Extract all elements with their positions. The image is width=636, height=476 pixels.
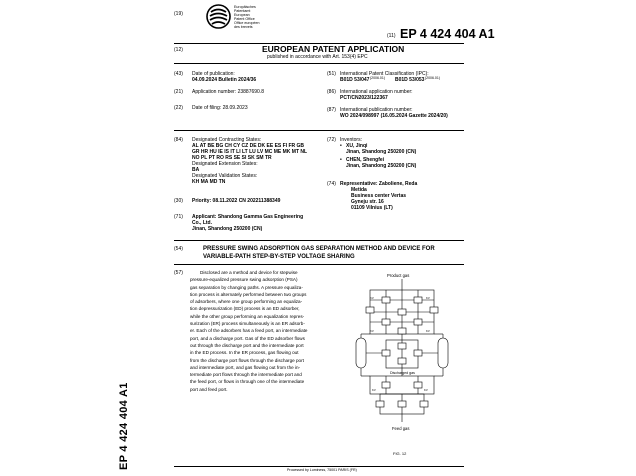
office-line: Patentamt — [234, 9, 251, 14]
document-subtitle: published in accordance with Art. 153(4) EPC — [267, 54, 368, 60]
adsorber-left — [356, 338, 366, 368]
inid-72: (72) — [327, 137, 336, 143]
office-name — [234, 5, 284, 30]
abstract-line: termediate port flows through the intermediate port and — [190, 372, 302, 378]
inventors-label: Inventors: — [340, 137, 362, 143]
inid-71: (71) — [174, 214, 183, 220]
abstract-line: from the discharge port flows through the discharge port — [190, 357, 304, 363]
discharged-gas-label: Discharged gas — [390, 371, 415, 375]
priority: Priority: 08.11.2022 CN 202211388349 — [192, 198, 281, 204]
biblio-divider-top — [174, 63, 464, 64]
figure-label: FIG. 12 — [393, 451, 407, 456]
valve-label: KV — [426, 296, 430, 300]
valve-label: KV — [370, 329, 374, 333]
footer-processed-by: Processed by Luminess, 75001 PARIS (FR) — [287, 468, 357, 472]
valve-label: KV — [370, 296, 374, 300]
office-line: Europäisches — [234, 5, 256, 9]
adsorber-right — [438, 338, 448, 368]
abstract-line: surization (ER) process simultaneously is an ER adsorb- — [190, 321, 305, 327]
abstract-line: tion depressurization (ED) process is an ED adsorber, — [190, 306, 300, 312]
states-line: AL AT BE BG CH CY CZ DE DK EE ES FI FR GB — [192, 143, 305, 149]
title-divider — [174, 264, 464, 265]
inid-86: (86) — [327, 89, 336, 95]
bullet: • — [340, 143, 342, 149]
abstract-line: and intermediate port, and gas flowing out from the in- — [190, 364, 301, 370]
intl-pub-label: International publication number: — [340, 107, 413, 113]
ipc-value: B01D 53/047 — [340, 77, 370, 83]
intl-app-label: International application number: — [340, 89, 413, 95]
document-type: EUROPEAN PATENT APPLICATION — [262, 44, 405, 54]
inid-74: (74) — [327, 181, 336, 187]
epo-logo-icon — [207, 5, 230, 28]
ipc-date: (2006.01) — [370, 76, 385, 80]
inid-84: (84) — [174, 137, 183, 143]
abstract-line: while the other group performing an equalization repres- — [190, 313, 305, 319]
pub-date-value: 04.09.2024 Bulletin 2024/36 — [192, 77, 257, 83]
abstract-line: Disclosed are a method and device for stepwise — [200, 270, 298, 275]
extension-value: BA — [192, 167, 200, 173]
inid-22: (22) — [174, 105, 183, 111]
states-label: Designated Contracting States: — [192, 137, 262, 143]
ipc-label: International Patent Classification (IPC): — [340, 71, 429, 77]
abstract-line: the feed port, or flows in through one of the intermediate — [190, 379, 305, 385]
inid-43: (43) — [174, 71, 183, 77]
inid-19: (19) — [174, 11, 183, 17]
abstract-line: port, and a discharge port. Gas of the ED adsorber flows — [190, 335, 305, 341]
biblio-divider-bottom — [174, 240, 464, 241]
abstract-line: out through the discharge port and the intermediate port — [190, 342, 304, 348]
applicant-line: Jinan, Shandong 250200 (CN) — [192, 226, 263, 232]
abstract-line: er. Each of the adsorbers has a feed port, an intermediate — [190, 328, 308, 334]
valve-label: KV — [372, 388, 376, 392]
inid-57: (57) — [174, 270, 183, 276]
abstract-line: gas separation by changing paths. A pressure equaliza- — [190, 284, 303, 290]
validation-label: Designated Validation States: — [192, 173, 258, 179]
applicant-line: Applicant: Shandong Gamma Gas Engineering — [192, 214, 304, 220]
bullet: • — [340, 157, 342, 163]
invention-title-line: VARIABLE-PATH STEP-BY-STEP VOLTAGE SHARING — [203, 254, 355, 260]
office-line: European — [234, 13, 250, 18]
feed-gas-label: Feed gas — [392, 426, 410, 431]
rep-line: Metida — [351, 187, 367, 193]
intl-pub-value: WO 2024/098997 (16.05.2024 Gazette 2024/20) — [340, 113, 448, 119]
office-line: des brevets — [234, 25, 253, 30]
epo-logo — [206, 4, 231, 29]
invention-title-line: PRESSURE SWING ADSORPTION GAS SEPARATION METHOD AND DEVICE FOR — [203, 246, 435, 252]
inventor-name: XU, Jinqi — [346, 143, 368, 149]
validation-value: KH MA MD TN — [192, 179, 226, 185]
pub-date-label: Date of publication: — [192, 71, 235, 77]
publication-number: EP 4 424 404 A1 — [400, 27, 495, 41]
inid-21: (21) — [174, 89, 183, 95]
figure-12 — [340, 270, 465, 445]
abstract-line: tion process is alternately performed between two groups — [190, 291, 307, 297]
inid-54: (54) — [174, 246, 183, 252]
abstract-line: of adsorbers, where one group performing an equaliza- — [190, 299, 303, 305]
biblio-divider-mid — [174, 130, 464, 131]
applicant-line: Co., Ltd. — [192, 220, 212, 226]
product-gas-label: Product gas — [387, 273, 410, 278]
rep-line: Business center Vertas — [351, 193, 407, 199]
side-publication-number: EP 4 424 404 A1 — [118, 382, 130, 470]
office-line: Office européen — [234, 21, 260, 26]
inid-30: (30) — [174, 198, 183, 204]
inventor-address: Jinan, Shandong 250200 (CN) — [346, 163, 417, 169]
representative: Representative: Zaboliene, Reda — [340, 181, 418, 187]
abstract-line: pressure-equalized pressure swing adsorption (PSA) — [190, 277, 298, 283]
footer-divider — [174, 466, 464, 467]
inventor-address: Jinan, Shandong 250200 (CN) — [346, 149, 417, 155]
inid-51: (51) — [327, 71, 336, 77]
inventor-name: CHEN, Shengfei — [346, 157, 385, 163]
ipc-value: B01D 53/053 — [395, 77, 425, 83]
rep-line: 01109 Vilnius (LT) — [351, 205, 393, 211]
inid-87: (87) — [327, 107, 336, 113]
filing-date: Date of filing: 28.09.2023 — [192, 105, 248, 111]
abstract-line: port and feed port. — [190, 386, 228, 392]
abstract — [190, 269, 330, 393]
inid-12: (12) — [174, 47, 183, 53]
office-line: Patent Office — [234, 17, 255, 22]
application-number: Application number: 23887690.8 — [192, 89, 264, 95]
ipc-date: (2006.01) — [425, 76, 440, 80]
states-line: NO PL PT RO RS SE SI SK SM TR — [192, 155, 272, 161]
abstract-line: in the ED process. In the ER process, gas flowing out — [190, 350, 299, 356]
rep-line: Gyneju str. 16 — [351, 199, 384, 205]
valve-label: KV — [426, 329, 430, 333]
states-line: GR HR HU IE IS IT LI LT LU LV MC ME MK MT NL — [192, 149, 308, 155]
intl-app-value: PCT/CN2023/122367 — [340, 95, 388, 101]
valve-label: KV — [424, 388, 428, 392]
extension-label: Designated Extension States: — [192, 161, 258, 167]
inid-11: (11) — [387, 33, 396, 39]
